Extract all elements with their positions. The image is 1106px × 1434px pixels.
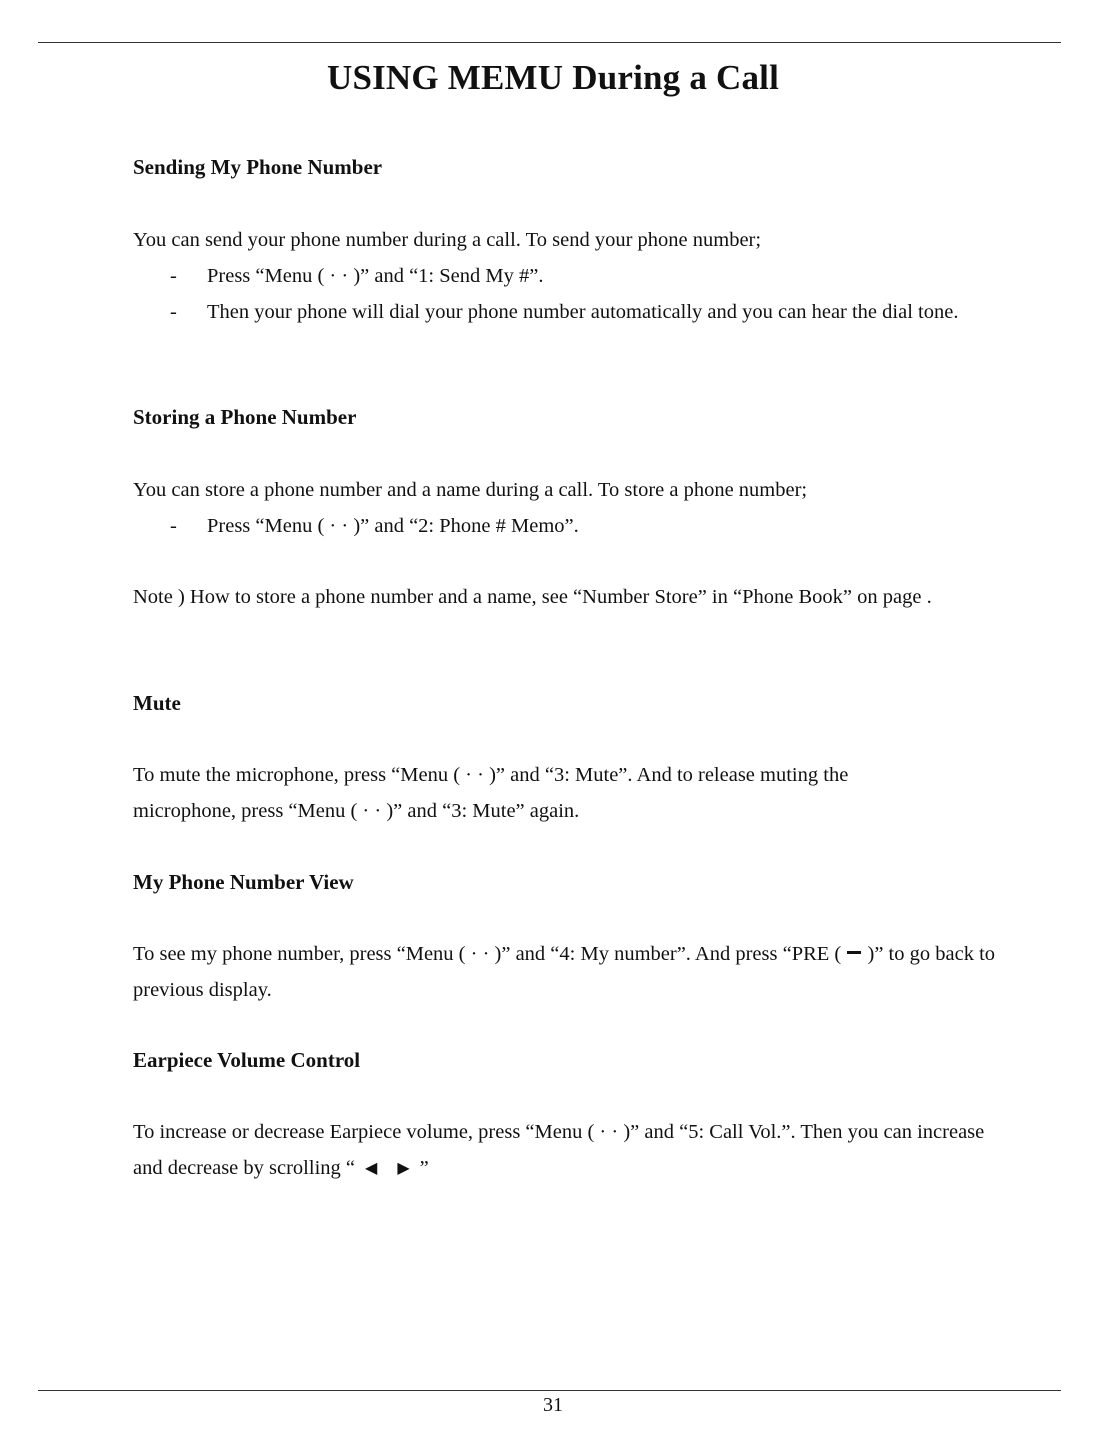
para-volume-b: ” [419,1157,429,1179]
bullet-dash: - [170,301,177,323]
heading-volume: Earpiece Volume Control [133,1048,361,1072]
bullet-text: Press “Menu ( · · )” and “2: Phone # Memo”. [207,515,579,537]
para-volume [133,1114,993,1187]
note-storing: Note ) How to store a phone number and a name, see “Number Store” in “Phone Book” on page . [133,586,932,608]
heading-view: My Phone Number View [133,870,354,894]
bullet-dash: - [170,515,177,537]
para-view-b: )” to go back to previous display. [133,943,996,1001]
bottom-rule [38,1390,1061,1391]
bullet-text: Then your phone will dial your phone number automatically and you can hear the dial tone. [207,301,959,323]
heading-sending: Sending My Phone Number [133,155,383,179]
bullet-store-1 [133,508,1013,544]
top-rule [38,42,1061,43]
bullet-dash: - [170,265,177,287]
pre-key-icon [847,951,861,954]
heading-mute: Mute [133,691,181,715]
bullet-send-1 [133,258,1013,294]
right-arrow-icon: ▶ [397,1160,410,1177]
heading-storing: Storing a Phone Number [133,405,357,429]
para-storing: You can store a phone number and a name during a call. To store a phone number; [133,479,808,501]
bullet-text: Press “Menu ( · · )” and “1: Send My #”. [207,265,544,287]
page-title: USING MEMU During a Call [326,58,780,97]
left-arrow-icon: ◀ [365,1160,378,1177]
para-mute: To mute the microphone, press “Menu ( · · )” and “3: Mute”. And to release muting the microphone, press “Menu ( · · )” and “3: Mute” again. [133,764,849,822]
para-sending: You can send your phone number during a call. To send your phone number; [133,229,762,251]
para-view [133,936,1003,1008]
para-volume-a: To increase or decrease Earpiece volume, press “Menu ( · · )” and “5: Call Vol.”. Then you can increase and decrease by scrolling “ [133,1121,985,1179]
para-view-a: To see my phone number, press “Menu ( · · )” and “4: My number”. And press “PRE ( [133,943,842,965]
page-number: 31 [543,1394,563,1416]
bullet-send-2 [133,294,1013,330]
